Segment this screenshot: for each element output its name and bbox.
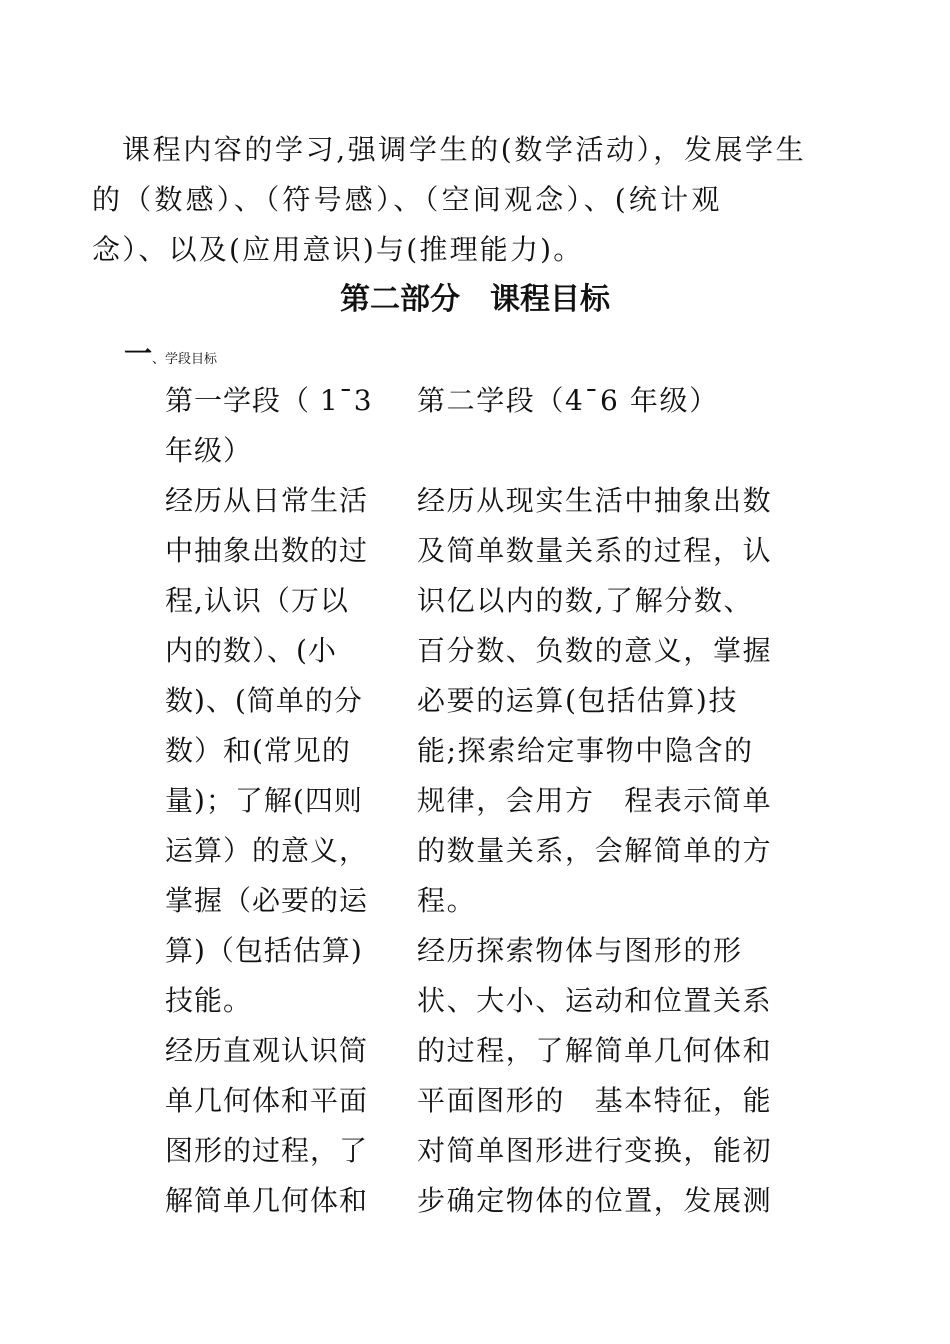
stage-one-column <box>165 376 405 1226</box>
stage-two-line: 的过程，了解简单几何体和 <box>417 1034 773 1067</box>
stage-two-line <box>417 426 817 476</box>
part-heading: 第二部分 课程目标 <box>340 282 610 317</box>
stage-one-line: 掌握（必要的运 <box>165 884 369 917</box>
stage-one-line: 中抽象出数的过 <box>165 534 369 567</box>
section-title: 、学段目标 <box>152 352 218 367</box>
stage-two-line: 状、大小、运动和位置关系 <box>417 984 773 1017</box>
stage-one-line: 程,认识（万以 <box>165 584 349 617</box>
stage-two-line: 平面图形的 基本特征，能 <box>417 1084 773 1117</box>
stage-two-line: 及简单数量关系的过程，认 <box>417 534 773 567</box>
stage-one-line: 经历从日常生活 <box>165 484 369 517</box>
stage-two-line: 的数量关系，会解简单的方 <box>417 834 773 867</box>
stage-one-line: 第一学段（ 1¯3 <box>165 384 373 417</box>
stage-one-line: 年级） <box>165 434 253 467</box>
stage-two-line: 经历探索物体与图形的形 <box>417 934 743 967</box>
stage-two-line: 规律，会用方 程表示简单 <box>417 784 773 817</box>
stage-two-line: 经历从现实生活中抽象出数 <box>417 484 773 517</box>
stage-two-line: 百分数、负数的意义，掌握 <box>417 634 773 667</box>
stage-one-line: 技能。 <box>165 984 253 1017</box>
intro-line-3: 念）、以及(应用意识)与(推理能力)。 <box>92 233 584 266</box>
stage-two-line: 必要的运算(包括估算)技 <box>417 684 739 717</box>
intro-line-1: 课程内容的学习,强调学生的(数学活动），发展学生 <box>122 133 807 166</box>
stage-one-line: 解简单几何体和 <box>165 1184 369 1217</box>
stage-two-line: 能;探索给定事物中隐含的 <box>417 734 754 767</box>
stage-two-line: 步确定物体的位置，发展测 <box>417 1184 773 1217</box>
stage-two-line: 程。 <box>417 884 477 917</box>
section-number: 一 <box>124 337 153 370</box>
stage-one-line: 算)（包括估算) <box>165 934 363 967</box>
stage-two-line: 第二学段（4¯6 年级） <box>417 384 719 417</box>
stage-one-line: 图形的过程，了 <box>165 1134 369 1167</box>
stage-one-line: 数）和(常见的 <box>165 734 351 767</box>
intro-line-2: 的（数感）、（符号感）、（空间观念）、(统计观 <box>92 183 723 216</box>
stage-two-line: 识亿以内的数,了解分数、 <box>417 584 754 617</box>
stage-one-line: 内的数）、(小 <box>165 634 337 667</box>
stage-one-line: 数)、(简单的分 <box>165 684 363 717</box>
stage-one-line: 运算）的意义， <box>165 834 369 867</box>
stage-one-line: 单几何体和平面 <box>165 1084 369 1117</box>
stage-two-line: 对简单图形进行变换，能初 <box>417 1134 773 1167</box>
section-heading <box>124 336 217 378</box>
stage-two-column <box>417 376 817 1226</box>
stage-one-line: 量)；了解(四则 <box>165 784 363 817</box>
stage-one-line: 经历直观认识简 <box>165 1034 369 1067</box>
